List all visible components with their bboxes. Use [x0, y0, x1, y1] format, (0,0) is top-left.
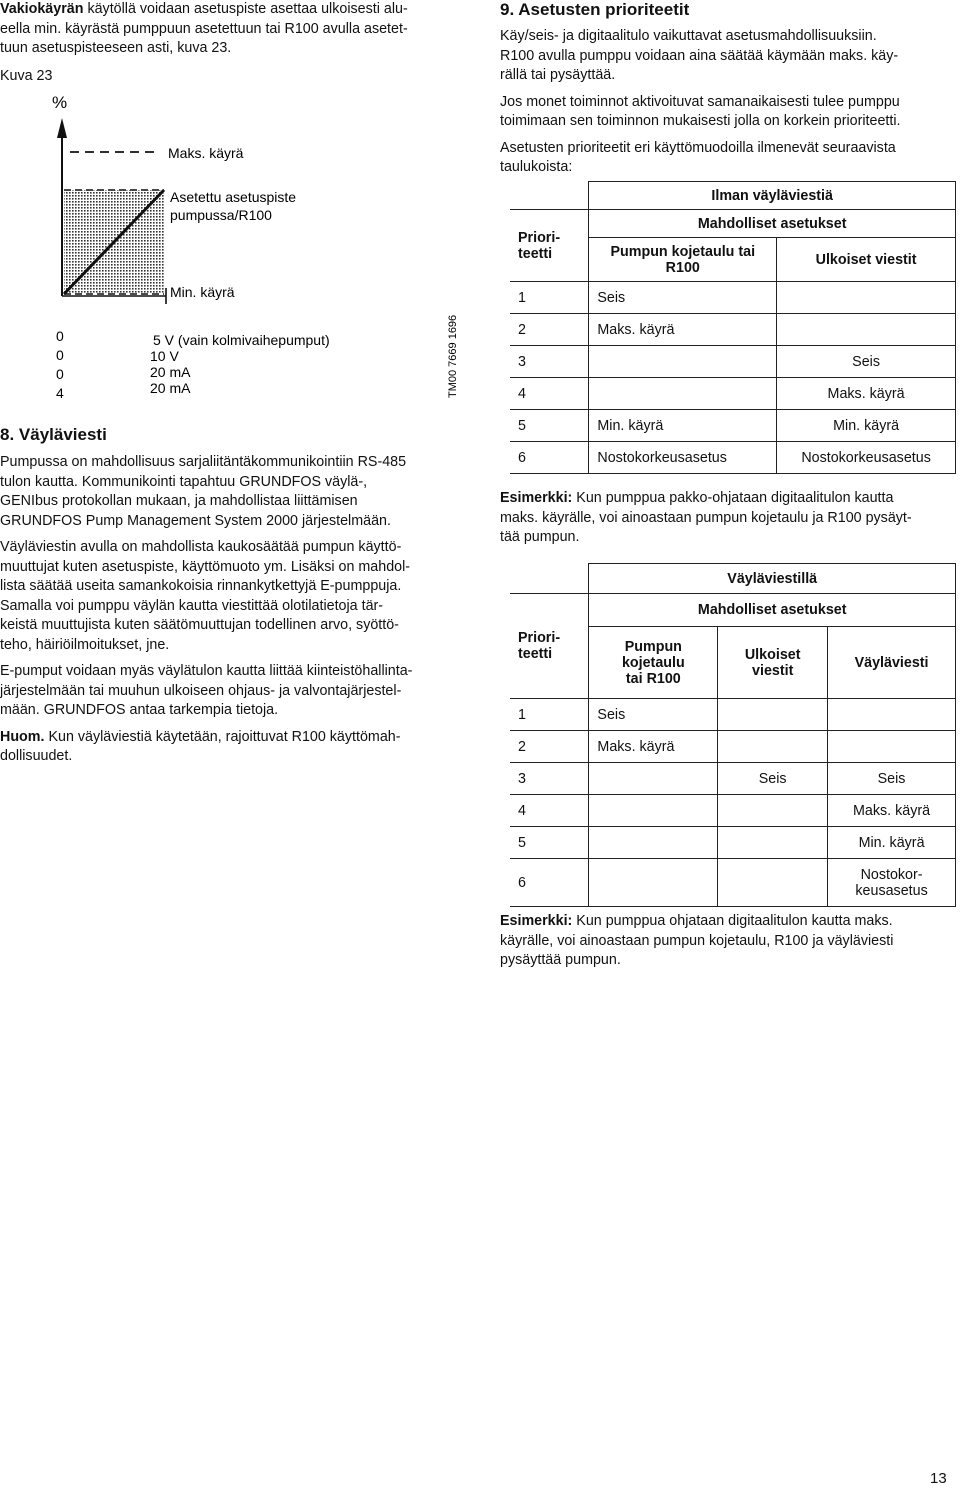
min-curve-label: Min. käyrä [170, 284, 235, 300]
y-axis-label: % [52, 93, 68, 112]
paragraph: Jos monet toiminnot aktivoituvat samanaikaisesti tulee pumppu toimimaan sen toiminnon mukaisesti jolla on korkein prioriteetti. [500, 93, 901, 129]
table-row: 1 Seis [510, 282, 956, 314]
scale-zero: 4 [56, 385, 64, 401]
max-curve-label: Maks. käyrä [168, 145, 244, 161]
intro-line: käytöllä voidaan asetuspiste asettaa ulkoisesti alu- [83, 1, 408, 17]
table-row: 4 Maks. käyrä [510, 378, 956, 410]
setpoint-label-line2: pumpussa/R100 [170, 207, 272, 223]
figure-code: TM00 7669 1696 [447, 314, 459, 398]
scale-line: 20 mA [150, 364, 191, 380]
col-header-priority: Priori- teetti [510, 210, 589, 282]
table-row: 6 Nostokorkeusasetus Nostokorkeusasetus [510, 442, 956, 474]
col-header-panel: Pumpun kojetaulu tai R100 [589, 238, 777, 282]
scale-zero: 0 [56, 347, 64, 363]
table-row: 2 Maks. käyrä [510, 314, 956, 346]
table-row: 1 Seis [510, 699, 956, 731]
table-title: Ilman väyläviestiä [589, 182, 956, 210]
figure-caption: Kuva 23 [0, 67, 53, 84]
paragraph: Käy/seis- ja digitaalitulo vaikuttavat asetusmahdollisuuksiin. R100 avulla pumppu voidaan aina säätää käymään maks. käy- rällä tai pysäyttää. [500, 28, 899, 83]
section-8-heading: 8. Väyläviesti [0, 425, 107, 444]
group-header: Mahdolliset asetukset [589, 210, 956, 238]
table-row: 6 Nostokor- keusasetus [510, 859, 956, 907]
note-paragraph: Huom. Kun väyläviestiä käytetään, rajoittuvat R100 käyttömah- dollisuudet. [0, 728, 401, 764]
group-header: Mahdolliset asetukset [589, 594, 956, 627]
example-2: Esimerkki: Kun pumppua ohjataan digitaalitulon kautta maks. käyrälle, voi ainoastaan pumpun kojetaulu, R100 ja väyläviesti pysäyttää pumpun. [500, 913, 894, 968]
paragraph: Väyläviestin avulla on mahdollista kaukosäätää pumpun käyttö- muuttujat kuten asetuspiste, käyttömuoto ym. Lisäksi on mahdol- lista säätää useita samankokoisia rinnankytkettyjä E-pumppuja. Samalla voi pumppu väylän kautta viestittää olotilatietoja tär- keistä muuttujista kuten säätömuuttujan todellinen arvo, syöttö- teho, häiriöilmoitukset, jne. [0, 539, 411, 653]
page-number: 13 [930, 1470, 947, 1487]
table-row: 5 Min. käyrä Min. käyrä [510, 410, 956, 442]
section-9 [500, 0, 955, 185]
scale-zero: 0 [56, 328, 64, 344]
col-header-priority: Priori- teetti [510, 594, 589, 699]
setpoint-figure [0, 80, 470, 410]
table-row: 5 Min. käyrä [510, 827, 956, 859]
setpoint-label-line1: Asetettu asetuspiste [170, 189, 297, 205]
intro-lead: Vakiokäyrän [0, 1, 84, 17]
section-9-heading: 9. Asetusten prioriteetit [500, 0, 690, 19]
section-8 [0, 425, 470, 774]
scale-line: 5 V (vain kolmivaihepumput) [153, 332, 330, 348]
col-header-bus: Väyläviesti [828, 627, 956, 699]
paragraph: Pumpussa on mahdollisuus sarjaliitäntäkommunikointiin RS-485 tulon kautta. Kommunikointi tapahtuu GRUNDFOS väylä-, GENIbus protokollan mukaan, ja mahdollistaa liittämisen GRUNDFOS Pump Management System 2000 järjestelmään. [0, 454, 407, 529]
col-header-external: Ulkoiset viestit [777, 238, 956, 282]
table-row: 2 Maks. käyrä [510, 731, 956, 763]
y-axis-arrow [57, 118, 67, 138]
intro-line: eella min. käyrästä pumppuun asetettuun tai R100 avulla asetet- [0, 20, 408, 37]
scale-line: 10 V [150, 348, 179, 364]
table-row: 3 Seis Seis [510, 763, 956, 795]
col-header-panel: Pumpun kojetaulu tai R100 [589, 627, 718, 699]
scale-line: 20 mA [150, 380, 191, 396]
priority-table-with-bus [510, 563, 956, 907]
col-header-external: Ulkoiset viestit [718, 627, 828, 699]
example-1: Esimerkki: Kun pumppua pakko-ohjataan digitaalitulon kautta maks. käyrälle, voi ainoastaan pumpun kojetaulu ja R100 pysäyt- tää pumpun. [500, 490, 912, 545]
intro-line: tuun asetuspisteeseen asti, kuva 23. [0, 40, 232, 56]
table-row: 3 Seis [510, 346, 956, 378]
table-title: Väyläviestillä [589, 564, 956, 594]
scale-zero: 0 [56, 366, 64, 382]
table-row: 4 Maks. käyrä [510, 795, 956, 827]
paragraph: Asetusten prioriteetit eri käyttömuodoilla ilmenevät seuraavista taulukoista: [500, 139, 896, 175]
priority-table-without-bus [510, 181, 956, 474]
paragraph: E-pumput voidaan myäs väylätulon kautta liittää kiinteistöhallinta- järjestelmään tai muuhun ulkoiseen ohjaus- ja valvontajärjestel- mään. GRUNDFOS antaa tarkempia tietoja. [0, 663, 413, 718]
